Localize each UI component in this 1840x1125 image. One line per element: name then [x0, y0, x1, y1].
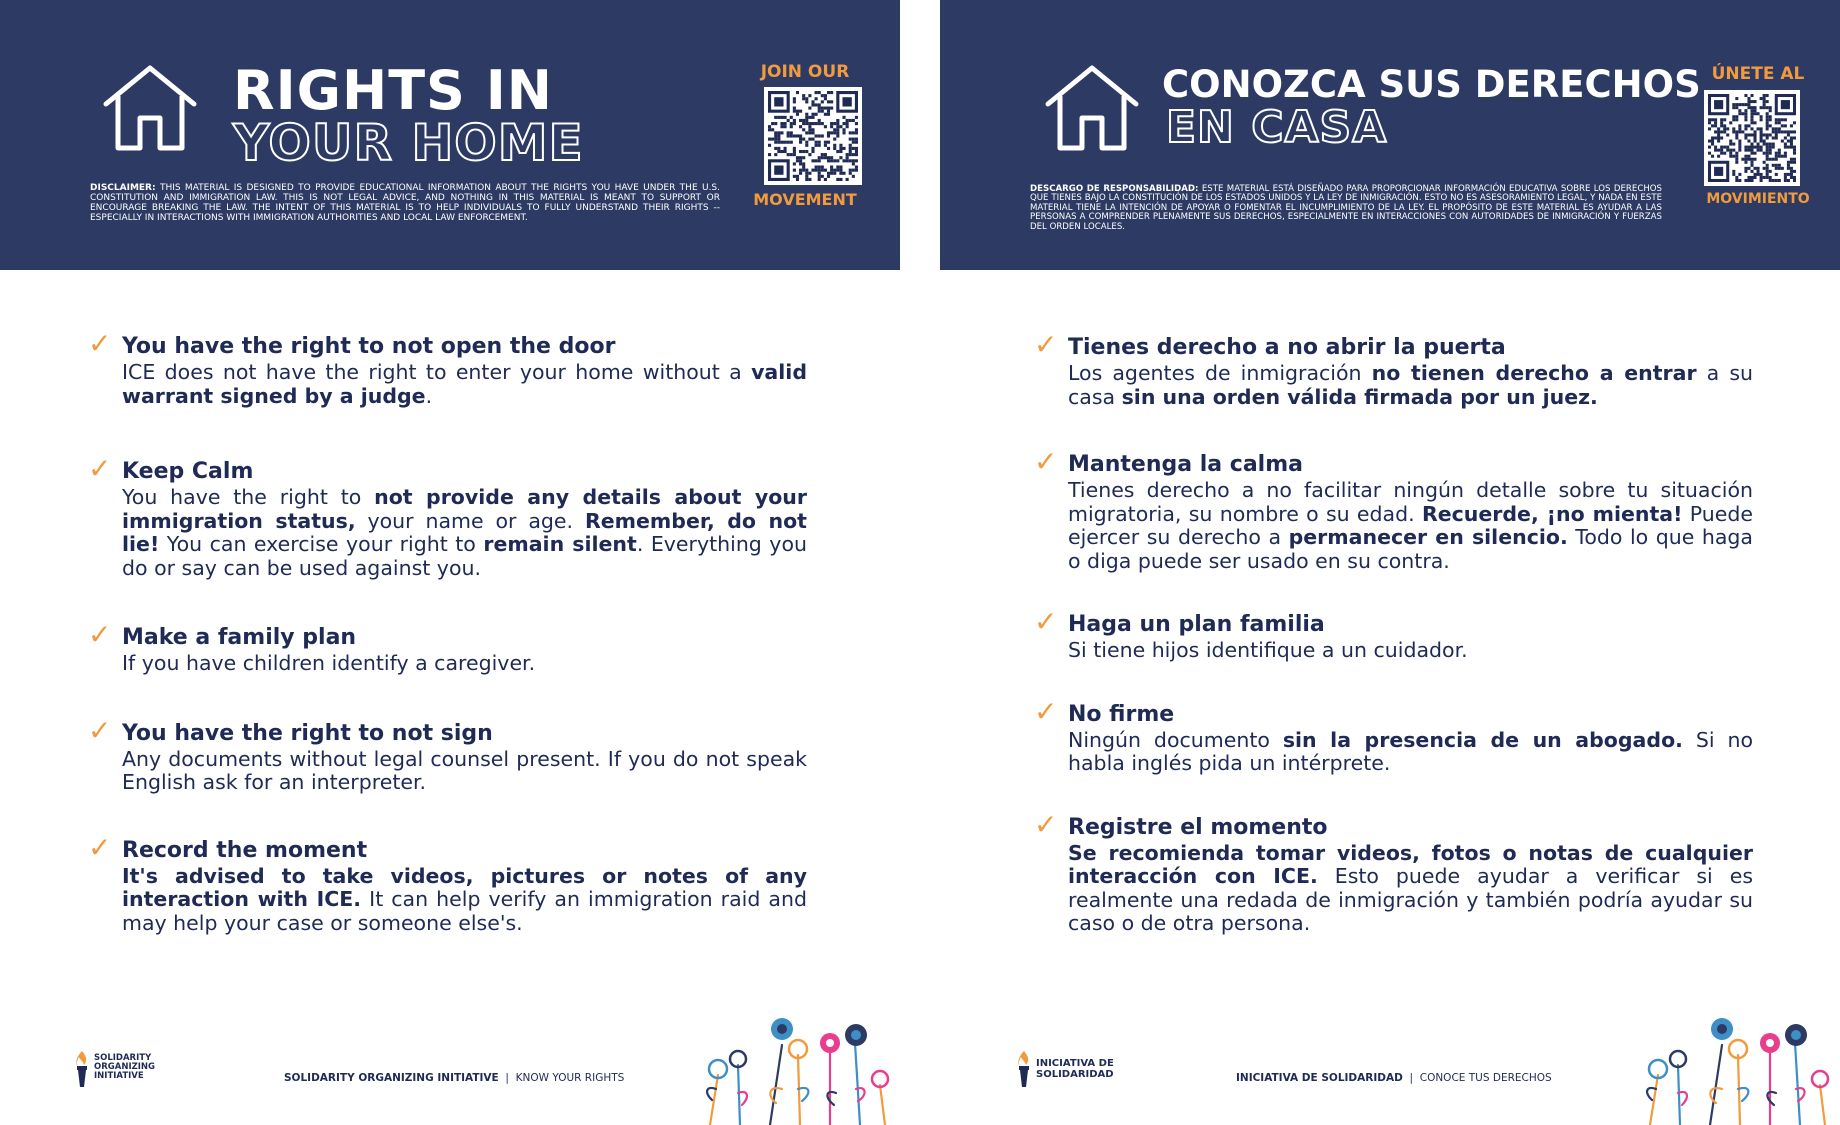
rights-list — [88, 327, 818, 935]
list-item — [88, 327, 818, 408]
list-item — [88, 618, 818, 676]
list-item — [1034, 694, 1764, 776]
logo-line: INITIATIVE — [94, 1071, 144, 1081]
list-item — [1034, 445, 1764, 573]
list-item — [1034, 807, 1764, 936]
disclaimer-text: THIS MATERIAL IS DESIGNED TO PROVIDE EDUCATIONAL INFORMATION ABOUT THE RIGHTS YOU HAVE UNDER THE U.S. CONSTITUTION AND IMMIGRATION LAW. THIS IS NOT LEGAL ADVICE, AND NOTHING IN THIS MATERIAL IS MEANT TO SUPPORT OR ENCOURAGE BREAKING THE LAW. THE INTENT OF THIS MATERIAL IS TO HELP INDIVIDUALS TO FULLY UNDERSTAND THEIR RIGHTS -- ESPECIALLY IN INTERACTIONS WITH IMMIGRATION AUTHORITIES AND LOCAL LAW ENFORCEMENT. — [90, 183, 720, 223]
title-line-1: RIGHTS IN — [233, 59, 554, 122]
logo-line: SOLIDARITY — [94, 1053, 152, 1063]
disclaimer — [90, 183, 720, 223]
item-heading: Mantenga la calma — [1068, 452, 1303, 477]
flowers-illustration — [1630, 1005, 1840, 1125]
item-heading: Record the moment — [122, 837, 368, 863]
item-body: ICE does not have the right to enter your home without a valid warrant signed by a judge. — [122, 360, 807, 408]
item-body: Any documents without legal counsel present. If you do not speak English ask for an interpreter. — [122, 746, 807, 794]
qr-caption-bottom: MOVIMIENTO — [1706, 191, 1810, 207]
logo-line: INICIATIVA DE — [1036, 1058, 1114, 1069]
item-heading: Keep Calm — [122, 459, 254, 484]
spanish-card — [940, 0, 1840, 1125]
torch-logo-icon — [1016, 1050, 1032, 1088]
check-icon: ✓ — [1034, 605, 1058, 638]
check-icon: ✓ — [88, 452, 112, 485]
house-icon — [100, 62, 200, 154]
english-card — [0, 0, 900, 1125]
list-item — [88, 452, 818, 580]
torch-logo-icon — [74, 1050, 90, 1088]
item-body: Ningún documento sin la presencia de un abogado. Si no habla inglés pida un intérprete. — [1068, 727, 1753, 775]
item-body: If you have children identify a caregiver. — [122, 651, 536, 675]
title-line-1: CONOZCA SUS DERECHOS — [1162, 63, 1701, 106]
item-body: Tienes derecho a no facilitar ningún detalle sobre tu situación migratoria, su nombre o su edad. Recuerde, ¡no mienta! Puede ejercer su derecho a permanecer en silencio. Todo lo que haga o diga puede ser usado en su contra. — [1068, 478, 1754, 573]
check-icon: ✓ — [88, 327, 112, 360]
item-heading: No firme — [1068, 701, 1175, 727]
house-icon — [1042, 62, 1142, 154]
footer-tagline: SOLIDARITY ORGANIZING INITIATIVE | KNOW YOUR RIGHTS — [284, 1072, 625, 1084]
organization-logo — [1016, 1050, 1116, 1090]
disclaimer-label: DISCLAIMER: — [90, 183, 156, 193]
disclaimer-label: DESCARGO DE RESPONSABILIDAD: — [1030, 184, 1199, 194]
header-banner — [940, 0, 1840, 270]
flowers-illustration — [690, 1005, 900, 1125]
item-heading: Make a family plan — [122, 625, 357, 650]
list-item — [1034, 605, 1764, 663]
item-heading: Haga un plan familia — [1068, 612, 1325, 637]
title-line-2: YOUR HOME — [233, 114, 584, 172]
footer-tagline: INICIATIVA DE SOLIDARIDAD | CONOCE TUS DERECHOS — [1236, 1072, 1552, 1084]
check-icon: ✓ — [88, 713, 112, 747]
item-body: It's advised to take videos, pictures or notes of any interaction with ICE. It can help verify an immigration raid and may help your case or someone else's. — [122, 863, 807, 935]
qr-code-icon[interactable] — [764, 87, 862, 185]
logo-line: ORGANIZING — [94, 1062, 156, 1072]
qr-code-icon[interactable] — [1704, 90, 1800, 186]
disclaimer-text: ESTE MATERIAL ESTÁ DISEÑADO PARA PROPORCIONAR INFORMACIÓN EDUCATIVA SOBRE LOS DERECHOS QUE TIENES BAJO LA CONSTITUCIÓN DE LOS ESTADOS UNIDOS Y LA LEY DE INMIGRACIÓN. ESTO NO ES ASESORAMIENTO LEGAL, Y NADA EN ESTE MATERIAL TIENE LA INTENCIÓN DE APOYAR O FOMENTAR EL INCUMPLIMIENTO DE LA LEY. EL PROPÓSITO DE ESTE MATERIAL ES AYUDAR A LAS PERSONAS A COMPRENDER PLENAMENTE SUS DERECHOS, ESPECIALMENTE EN INTERACCIONES CON AUTORIDADES DE INMIGRACIÓN Y FUERZAS DEL ORDEN LOCALES. — [1030, 184, 1662, 232]
item-heading: Tienes derecho a no abrir la puerta — [1068, 335, 1506, 360]
check-icon: ✓ — [1034, 445, 1058, 478]
check-icon: ✓ — [1034, 807, 1058, 841]
check-icon: ✓ — [88, 830, 112, 864]
logo-line: SOLIDARIDAD — [1036, 1069, 1114, 1080]
disclaimer — [1030, 185, 1662, 232]
qr-caption-bottom: MOVEMENT — [753, 190, 857, 209]
item-heading: You have the right to not sign — [122, 720, 493, 746]
item-body: Se recomienda tomar videos, fotos o notas de cualquier interacción con ICE. Esto puede ayudar a verificar si es realmente una redada de inmigración y también podría ayudar su caso o de otra persona. — [1068, 840, 1753, 935]
title-line-2: EN CASA — [1166, 102, 1388, 153]
list-item — [1034, 328, 1764, 409]
item-body: Los agentes de inmigración no tienen derecho a entrar a su casa sin una orden válida firmada por un juez. — [1068, 361, 1754, 409]
check-icon: ✓ — [88, 618, 112, 651]
rights-list — [1034, 328, 1764, 936]
list-item — [88, 713, 818, 795]
qr-caption-top: ÚNETE AL — [1711, 64, 1805, 84]
card-divider — [900, 0, 940, 1125]
item-body: You have the right to not provide any details about your immigration status, your name or age. Remember, do not lie! You can exercise your right to remain silent. Everything you do or say can be used against you. — [122, 485, 807, 580]
item-body: Si tiene hijos identifique a un cuidador. — [1068, 638, 1468, 662]
check-icon: ✓ — [1034, 694, 1058, 728]
list-item — [88, 830, 818, 936]
organization-logo — [74, 1050, 174, 1090]
item-heading: You have the right to not open the door — [122, 334, 616, 359]
header-banner — [0, 0, 900, 270]
check-icon: ✓ — [1034, 328, 1058, 361]
qr-caption-top: JOIN OUR — [760, 62, 850, 82]
item-heading: Registre el momento — [1068, 814, 1328, 840]
